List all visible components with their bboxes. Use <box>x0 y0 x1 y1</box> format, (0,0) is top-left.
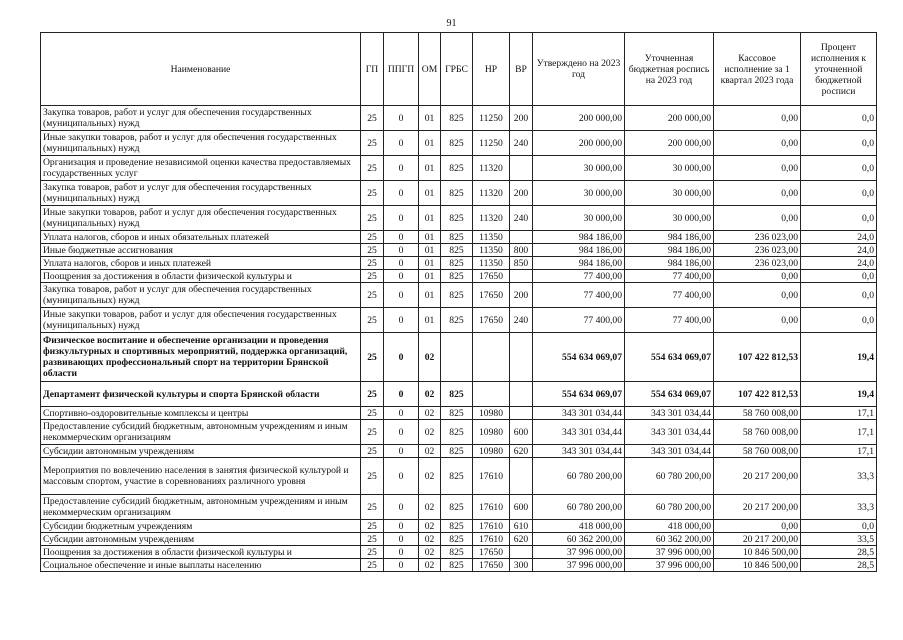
cell-cash: 236 023,00 <box>714 244 801 257</box>
cell-vr <box>510 407 533 420</box>
cell-name: Предоставление субсидий бюджетным, автономным учреждениям и иным некоммерческим организациям <box>41 495 361 520</box>
cell-gp: 25 <box>361 407 384 420</box>
cell-refined: 343 301 034,44 <box>625 407 714 420</box>
cell-name: Департамент физической культуры и спорта Брянской области <box>41 382 361 407</box>
cell-vr: 800 <box>510 244 533 257</box>
cell-np: 17650 <box>473 270 510 283</box>
table-row <box>41 283 877 308</box>
cell-om: 02 <box>419 495 441 520</box>
cell-percent: 0,0 <box>801 308 877 333</box>
cell-np: 10980 <box>473 407 510 420</box>
cell-ppgp: 0 <box>384 520 419 533</box>
cell-gp: 25 <box>361 156 384 181</box>
cell-om: 02 <box>419 458 441 495</box>
cell-approved: 30 000,00 <box>533 156 625 181</box>
cell-approved: 343 301 034,44 <box>533 445 625 458</box>
cell-np: 17610 <box>473 495 510 520</box>
cell-ppgp: 0 <box>384 382 419 407</box>
cell-om: 02 <box>419 407 441 420</box>
cell-om: 02 <box>419 333 441 382</box>
cell-approved: 200 000,00 <box>533 106 625 131</box>
cell-np: 11350 <box>473 257 510 270</box>
cell-np: 10980 <box>473 445 510 458</box>
cell-grbs: 825 <box>441 257 473 270</box>
cell-percent: 24,0 <box>801 231 877 244</box>
cell-gp: 25 <box>361 308 384 333</box>
cell-gp: 25 <box>361 495 384 520</box>
table-row <box>41 382 877 407</box>
header-vr: ВР <box>510 33 533 106</box>
cell-om: 01 <box>419 131 441 156</box>
cell-approved: 60 780 200,00 <box>533 495 625 520</box>
cell-approved: 200 000,00 <box>533 131 625 156</box>
table-row <box>41 333 877 382</box>
cell-om: 01 <box>419 156 441 181</box>
cell-om: 01 <box>419 257 441 270</box>
cell-ppgp: 0 <box>384 206 419 231</box>
table-row <box>41 407 877 420</box>
cell-name: Субсидии автономным учреждениям <box>41 445 361 458</box>
cell-om: 01 <box>419 283 441 308</box>
cell-ppgp: 0 <box>384 156 419 181</box>
cell-grbs: 825 <box>441 283 473 308</box>
cell-refined: 77 400,00 <box>625 308 714 333</box>
cell-om: 02 <box>419 533 441 546</box>
cell-refined: 77 400,00 <box>625 283 714 308</box>
cell-grbs: 825 <box>441 231 473 244</box>
cell-percent: 17,1 <box>801 407 877 420</box>
cell-ppgp: 0 <box>384 559 419 572</box>
budget-table <box>40 32 877 572</box>
cell-ppgp: 0 <box>384 533 419 546</box>
cell-cash: 10 846 500,00 <box>714 559 801 572</box>
cell-approved: 37 996 000,00 <box>533 559 625 572</box>
table-row <box>41 520 877 533</box>
cell-name: Физическое воспитание и обеспечение организации и проведения физкультурных и спортивных мероприятий, поддержка организаций, развивающих профессиональный спорт на территории Брянской области <box>41 333 361 382</box>
cell-ppgp: 0 <box>384 546 419 559</box>
cell-gp: 25 <box>361 244 384 257</box>
cell-np <box>473 333 510 382</box>
cell-percent: 17,1 <box>801 445 877 458</box>
cell-grbs: 825 <box>441 382 473 407</box>
cell-ppgp: 0 <box>384 407 419 420</box>
cell-om: 02 <box>419 382 441 407</box>
cell-approved: 554 634 069,07 <box>533 382 625 407</box>
cell-np: 17650 <box>473 546 510 559</box>
cell-cash: 58 760 008,00 <box>714 445 801 458</box>
cell-percent: 0,0 <box>801 106 877 131</box>
cell-ppgp: 0 <box>384 333 419 382</box>
cell-cash: 10 846 500,00 <box>714 546 801 559</box>
table-row <box>41 181 877 206</box>
cell-cash: 236 023,00 <box>714 257 801 270</box>
cell-vr <box>510 270 533 283</box>
cell-name: Закупка товаров, работ и услуг для обеспечения государственных (муниципальных) нужд <box>41 106 361 131</box>
cell-name: Поощрения за достижения в области физической культуры и <box>41 270 361 283</box>
header-name: Наименование <box>41 33 361 106</box>
header-row <box>41 33 877 106</box>
table-row <box>41 106 877 131</box>
cell-np: 17610 <box>473 458 510 495</box>
cell-vr: 850 <box>510 257 533 270</box>
cell-grbs: 825 <box>441 495 473 520</box>
table-row <box>41 156 877 181</box>
cell-refined: 30 000,00 <box>625 156 714 181</box>
cell-np: 11350 <box>473 244 510 257</box>
cell-gp: 25 <box>361 445 384 458</box>
cell-percent: 33,3 <box>801 495 877 520</box>
table-row <box>41 445 877 458</box>
cell-percent: 0,0 <box>801 520 877 533</box>
cell-approved: 343 301 034,44 <box>533 420 625 445</box>
cell-grbs: 825 <box>441 131 473 156</box>
cell-approved: 60 780 200,00 <box>533 458 625 495</box>
cell-approved: 984 186,00 <box>533 231 625 244</box>
cell-name: Организация и проведение независимой оценки качества предоставляемых государственных услуг <box>41 156 361 181</box>
cell-om: 01 <box>419 270 441 283</box>
header-cash: Кассовое исполнение за 1 квартал 2023 года <box>714 33 801 106</box>
cell-np: 17610 <box>473 520 510 533</box>
cell-refined: 343 301 034,44 <box>625 420 714 445</box>
cell-grbs: 825 <box>441 559 473 572</box>
cell-om: 01 <box>419 206 441 231</box>
cell-approved: 77 400,00 <box>533 308 625 333</box>
cell-np: 11350 <box>473 231 510 244</box>
table-row <box>41 458 877 495</box>
cell-refined: 60 780 200,00 <box>625 458 714 495</box>
table-row <box>41 244 877 257</box>
cell-percent: 33,3 <box>801 458 877 495</box>
cell-vr <box>510 333 533 382</box>
cell-grbs: 825 <box>441 106 473 131</box>
cell-name: Уплата налогов, сборов и иных обязательных платежей <box>41 231 361 244</box>
cell-gp: 25 <box>361 559 384 572</box>
cell-gp: 25 <box>361 257 384 270</box>
cell-approved: 984 186,00 <box>533 244 625 257</box>
cell-gp: 25 <box>361 333 384 382</box>
cell-grbs: 825 <box>441 533 473 546</box>
cell-np: 17650 <box>473 283 510 308</box>
cell-grbs: 825 <box>441 407 473 420</box>
cell-om: 02 <box>419 559 441 572</box>
cell-approved: 37 996 000,00 <box>533 546 625 559</box>
cell-vr: 600 <box>510 420 533 445</box>
cell-ppgp: 0 <box>384 131 419 156</box>
cell-name: Социальное обеспечение и иные выплаты населению <box>41 559 361 572</box>
cell-ppgp: 0 <box>384 458 419 495</box>
cell-gp: 25 <box>361 231 384 244</box>
cell-refined: 984 186,00 <box>625 244 714 257</box>
table-row <box>41 546 877 559</box>
table-row <box>41 270 877 283</box>
cell-vr: 240 <box>510 308 533 333</box>
cell-ppgp: 0 <box>384 231 419 244</box>
cell-refined: 984 186,00 <box>625 231 714 244</box>
cell-percent: 0,0 <box>801 131 877 156</box>
cell-name: Субсидии бюджетным учреждениям <box>41 520 361 533</box>
cell-name: Иные закупки товаров, работ и услуг для обеспечения государственных (муниципальных) нужд <box>41 206 361 231</box>
cell-refined: 418 000,00 <box>625 520 714 533</box>
cell-om: 01 <box>419 231 441 244</box>
header-gp: ГП <box>361 33 384 106</box>
cell-percent: 33,5 <box>801 533 877 546</box>
cell-grbs: 825 <box>441 206 473 231</box>
cell-name: Иные бюджетные ассигнования <box>41 244 361 257</box>
cell-om: 01 <box>419 244 441 257</box>
cell-cash: 20 217 200,00 <box>714 458 801 495</box>
cell-vr: 200 <box>510 181 533 206</box>
table-row <box>41 308 877 333</box>
cell-percent: 0,0 <box>801 156 877 181</box>
cell-vr <box>510 231 533 244</box>
cell-grbs: 825 <box>441 156 473 181</box>
cell-gp: 25 <box>361 283 384 308</box>
cell-cash: 58 760 008,00 <box>714 407 801 420</box>
cell-percent: 19,4 <box>801 382 877 407</box>
cell-name: Спортивно-оздоровительные комплексы и центры <box>41 407 361 420</box>
cell-om: 02 <box>419 520 441 533</box>
header-np: НР <box>473 33 510 106</box>
table-row <box>41 257 877 270</box>
cell-ppgp: 0 <box>384 283 419 308</box>
cell-name: Поощрения за достижения в области физической культуры и <box>41 546 361 559</box>
cell-grbs: 825 <box>441 244 473 257</box>
cell-approved: 60 362 200,00 <box>533 533 625 546</box>
cell-cash: 236 023,00 <box>714 231 801 244</box>
cell-gp: 25 <box>361 270 384 283</box>
cell-approved: 554 634 069,07 <box>533 333 625 382</box>
cell-grbs: 825 <box>441 270 473 283</box>
table-row <box>41 559 877 572</box>
cell-refined: 343 301 034,44 <box>625 445 714 458</box>
cell-gp: 25 <box>361 458 384 495</box>
cell-om: 02 <box>419 420 441 445</box>
cell-percent: 0,0 <box>801 283 877 308</box>
cell-vr <box>510 546 533 559</box>
cell-cash: 0,00 <box>714 106 801 131</box>
cell-om: 01 <box>419 181 441 206</box>
cell-np: 11250 <box>473 106 510 131</box>
cell-vr <box>510 458 533 495</box>
cell-percent: 0,0 <box>801 181 877 206</box>
cell-ppgp: 0 <box>384 308 419 333</box>
cell-ppgp: 0 <box>384 270 419 283</box>
cell-name: Предоставление субсидий бюджетным, автономным учреждениям и иным некоммерческим организациям <box>41 420 361 445</box>
cell-cash: 58 760 008,00 <box>714 420 801 445</box>
cell-ppgp: 0 <box>384 106 419 131</box>
cell-np: 17650 <box>473 308 510 333</box>
cell-approved: 984 186,00 <box>533 257 625 270</box>
table-row <box>41 131 877 156</box>
cell-refined: 200 000,00 <box>625 131 714 156</box>
cell-cash: 0,00 <box>714 283 801 308</box>
cell-np: 11320 <box>473 156 510 181</box>
cell-cash: 0,00 <box>714 520 801 533</box>
cell-percent: 19,4 <box>801 333 877 382</box>
cell-cash: 0,00 <box>714 308 801 333</box>
cell-np <box>473 382 510 407</box>
cell-vr: 300 <box>510 559 533 572</box>
cell-refined: 554 634 069,07 <box>625 333 714 382</box>
cell-ppgp: 0 <box>384 495 419 520</box>
cell-grbs: 825 <box>441 181 473 206</box>
cell-approved: 30 000,00 <box>533 181 625 206</box>
cell-refined: 60 362 200,00 <box>625 533 714 546</box>
cell-gp: 25 <box>361 546 384 559</box>
cell-refined: 37 996 000,00 <box>625 559 714 572</box>
page-number: 91 <box>446 18 457 29</box>
cell-grbs: 825 <box>441 546 473 559</box>
cell-vr: 600 <box>510 495 533 520</box>
cell-percent: 28,5 <box>801 559 877 572</box>
table-row <box>41 533 877 546</box>
header-approved: Утверждено на 2023 год <box>533 33 625 106</box>
table-row <box>41 206 877 231</box>
header-grbs: ГРБС <box>441 33 473 106</box>
cell-grbs: 825 <box>441 520 473 533</box>
cell-np: 11250 <box>473 131 510 156</box>
cell-cash: 0,00 <box>714 181 801 206</box>
header-om: ОМ <box>419 33 441 106</box>
cell-cash: 0,00 <box>714 206 801 231</box>
cell-vr: 240 <box>510 131 533 156</box>
cell-np: 17650 <box>473 559 510 572</box>
header-refined: Уточненная бюджетная роспись на 2023 год <box>625 33 714 106</box>
cell-cash: 107 422 812,53 <box>714 382 801 407</box>
cell-ppgp: 0 <box>384 244 419 257</box>
header-ppgp: ППГП <box>384 33 419 106</box>
cell-vr: 200 <box>510 106 533 131</box>
cell-vr: 620 <box>510 533 533 546</box>
cell-gp: 25 <box>361 106 384 131</box>
cell-refined: 60 780 200,00 <box>625 495 714 520</box>
cell-name: Закупка товаров, работ и услуг для обеспечения государственных (муниципальных) нужд <box>41 181 361 206</box>
cell-np: 17610 <box>473 533 510 546</box>
table-row <box>41 420 877 445</box>
cell-refined: 984 186,00 <box>625 257 714 270</box>
cell-refined: 30 000,00 <box>625 181 714 206</box>
cell-gp: 25 <box>361 206 384 231</box>
cell-gp: 25 <box>361 533 384 546</box>
cell-grbs <box>441 333 473 382</box>
cell-cash: 0,00 <box>714 270 801 283</box>
cell-name: Закупка товаров, работ и услуг для обеспечения государственных (муниципальных) нужд <box>41 283 361 308</box>
cell-approved: 343 301 034,44 <box>533 407 625 420</box>
cell-name: Уплата налогов, сборов и иных платежей <box>41 257 361 270</box>
cell-approved: 77 400,00 <box>533 270 625 283</box>
cell-grbs: 825 <box>441 308 473 333</box>
cell-cash: 0,00 <box>714 156 801 181</box>
cell-percent: 28,5 <box>801 546 877 559</box>
cell-cash: 20 217 200,00 <box>714 533 801 546</box>
table-row <box>41 495 877 520</box>
cell-cash: 20 217 200,00 <box>714 495 801 520</box>
cell-gp: 25 <box>361 131 384 156</box>
cell-grbs: 825 <box>441 458 473 495</box>
cell-vr <box>510 156 533 181</box>
cell-approved: 77 400,00 <box>533 283 625 308</box>
table-body <box>41 106 877 572</box>
cell-refined: 554 634 069,07 <box>625 382 714 407</box>
cell-refined: 30 000,00 <box>625 206 714 231</box>
header-percent: Процент исполнения к уточненной бюджетной росписи <box>801 33 877 106</box>
cell-vr: 620 <box>510 445 533 458</box>
cell-np: 11320 <box>473 181 510 206</box>
cell-approved: 418 000,00 <box>533 520 625 533</box>
cell-percent: 0,0 <box>801 270 877 283</box>
cell-cash: 0,00 <box>714 131 801 156</box>
cell-ppgp: 0 <box>384 181 419 206</box>
cell-om: 02 <box>419 445 441 458</box>
cell-gp: 25 <box>361 420 384 445</box>
cell-grbs: 825 <box>441 420 473 445</box>
cell-name: Субсидии автономным учреждениям <box>41 533 361 546</box>
cell-cash: 107 422 812,53 <box>714 333 801 382</box>
cell-percent: 24,0 <box>801 257 877 270</box>
cell-ppgp: 0 <box>384 445 419 458</box>
cell-om: 01 <box>419 106 441 131</box>
cell-om: 02 <box>419 546 441 559</box>
cell-om: 01 <box>419 308 441 333</box>
cell-refined: 200 000,00 <box>625 106 714 131</box>
cell-ppgp: 0 <box>384 257 419 270</box>
cell-vr: 610 <box>510 520 533 533</box>
cell-percent: 0,0 <box>801 206 877 231</box>
cell-gp: 25 <box>361 181 384 206</box>
cell-percent: 24,0 <box>801 244 877 257</box>
cell-name: Иные закупки товаров, работ и услуг для обеспечения государственных (муниципальных) нужд <box>41 131 361 156</box>
cell-vr: 240 <box>510 206 533 231</box>
cell-vr <box>510 382 533 407</box>
cell-name: Иные закупки товаров, работ и услуг для обеспечения государственных (муниципальных) нужд <box>41 308 361 333</box>
table-row <box>41 231 877 244</box>
cell-np: 11320 <box>473 206 510 231</box>
cell-gp: 25 <box>361 520 384 533</box>
cell-refined: 77 400,00 <box>625 270 714 283</box>
cell-ppgp: 0 <box>384 420 419 445</box>
cell-np: 10980 <box>473 420 510 445</box>
cell-percent: 17,1 <box>801 420 877 445</box>
cell-approved: 30 000,00 <box>533 206 625 231</box>
cell-vr: 200 <box>510 283 533 308</box>
cell-gp: 25 <box>361 382 384 407</box>
cell-grbs: 825 <box>441 445 473 458</box>
cell-refined: 37 996 000,00 <box>625 546 714 559</box>
cell-name: Мероприятия по вовлечению населения в занятия физической культурой и массовым спортом, участие в соревнованиях различного уровня <box>41 458 361 495</box>
